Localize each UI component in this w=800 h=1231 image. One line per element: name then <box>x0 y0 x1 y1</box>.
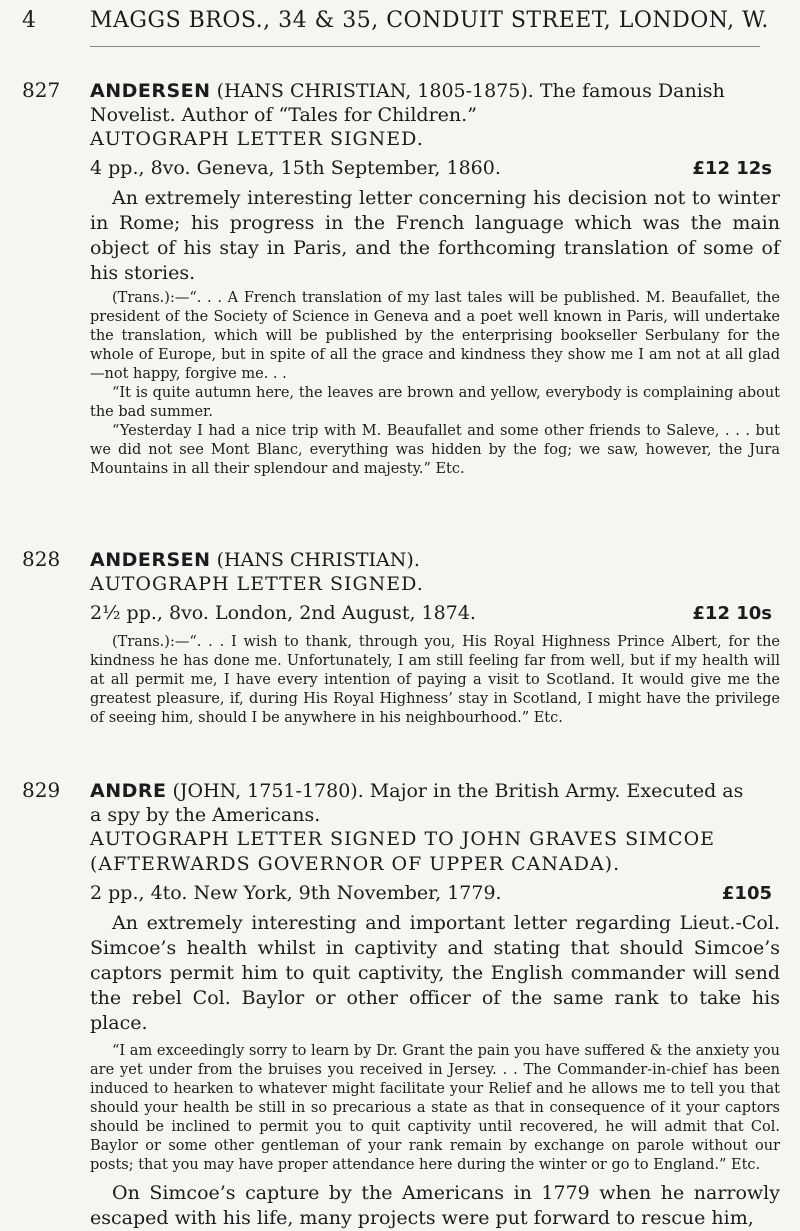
quote-paragraph: (Trans.):—“. . . A French translation of my last tales will be published. M. Beaufallet, the president of the Society of Science in Geneva and a poet well known in Paris, will undertake the translation, which will be published by the enterprising bookseller Serbulany for the whole of Europe, but in spite of all the grace and kindness they show me I am not at all glad—not happy, forgive me. . . <box>90 290 780 382</box>
lot-description: (HANS CHRISTIAN, 1805-1875). The famous Danish <box>216 80 725 102</box>
physical-description: 2½ pp., 8vo. London, 2nd August, 1874. <box>90 602 476 624</box>
catalogue-entry-829 <box>22 778 780 1231</box>
summary: An extremely interesting and important letter regarding Lieut.-Col. Simcoe’s health whilst in captivity and stating that should Simcoe’s captors permit him to quit captivity, the English commander will send the rebel Col. Baylor or other officer of the same rank to take his place. <box>90 912 780 1034</box>
item-kind: AUTOGRAPH LETTER SIGNED TO JOHN GRAVES SIMCOE (AFTERWARDS GOVERNOR OF UPPER CANADA). <box>90 828 716 875</box>
lot-description-cont: a spy by the Americans. <box>90 804 321 826</box>
page-number: 4 <box>22 8 37 33</box>
quote-paragraph: (Trans.):—“. . . I wish to thank, through you, His Royal Highness Prince Albert, for the kindness he has done me. Unfortunately, I am still feeling far from well, but if my health will at all permit me, I have every intention of paying a visit to Scotland. It would give me the greatest pleasure, if, during His Royal Highness’ stay in Scotland, I might have the privilege of seeing him, should I be anywhere in his neighbourhood.” Etc. <box>90 634 780 726</box>
physical-description: 2 pp., 4to. New York, 9th November, 1779. <box>90 882 502 904</box>
price: £105 <box>721 883 772 904</box>
running-head <box>22 8 780 33</box>
entry-body <box>90 803 780 1231</box>
lot-description-cont: Novelist. Author of “Tales for Children.” <box>90 104 477 126</box>
entry-body <box>90 103 780 479</box>
lot-name: ANDERSEN <box>90 80 211 102</box>
item-kind: AUTOGRAPH LETTER SIGNED. <box>90 128 424 150</box>
quote-paragraph: “I am exceedingly sorry to learn by Dr. Grant the pain you have suffered & the anxiety you are yet under from the bruises you received in Jersey. . . The Commander-in-chief has been induced to hearken to whatever might facilitate your Relief and he allows me to tell you that should your health be still in so precarious a state as that in consequence of it your captors should be inclined to permit you to quit captivity until recovered, he will admit that Col. Baylor or some other gentleman of your rank remain by exchange on parole without our posts; that you may have proper attendance here during the winter or go to England.” Etc. <box>90 1043 780 1173</box>
price: £12 12s <box>692 158 772 179</box>
lot-name: ANDRE <box>90 780 167 802</box>
catalogue-entry-828 <box>22 547 780 728</box>
lot-number: 829 <box>22 778 61 802</box>
quote-paragraph: “It is quite autumn here, the leaves are brown and yellow, everybody is complaining about the bad summer. <box>90 385 780 420</box>
lot-number: 828 <box>22 547 61 571</box>
summary-continued: On Simcoe’s capture by the Americans in 1779 when he narrowly escaped with his life, many projects were put forward to rescue him, <box>90 1182 780 1229</box>
catalogue-entry-827 <box>22 78 780 479</box>
physical-description: 4 pp., 8vo. Geneva, 15th September, 1860. <box>90 157 501 179</box>
lot-heading <box>22 547 780 572</box>
lot-description: (JOHN, 1751-1780). Major in the British Army. Executed as <box>172 780 744 802</box>
quote-paragraph: “Yesterday I had a nice trip with M. Beaufallet and some other friends to Saleve, . . . but we did not see Mont Blanc, everything was hidden by the fog; we saw, however, the Jura Mountains in all their splendour and majesty.” Etc. <box>90 423 780 477</box>
price: £12 10s <box>692 603 772 624</box>
item-kind: AUTOGRAPH LETTER SIGNED. <box>90 573 424 595</box>
lot-number: 827 <box>22 78 61 102</box>
item-details <box>90 155 780 182</box>
item-details <box>90 880 780 907</box>
lot-heading <box>22 78 780 103</box>
summary: An extremely interesting letter concerning his decision not to winter in Rome; his progress in the French language which was the main object of his stay in Paris, and the forthcoming translation of some of his stories. <box>90 187 780 284</box>
entry-body <box>90 572 780 728</box>
header-text: MAGGS BROS., 34 & 35, CONDUIT STREET, LONDON, W. <box>90 8 769 33</box>
item-details <box>90 600 780 627</box>
header-rule <box>90 46 760 47</box>
lot-heading <box>22 778 780 803</box>
lot-name: ANDERSEN <box>90 549 211 571</box>
lot-description: (HANS CHRISTIAN). <box>216 549 420 571</box>
